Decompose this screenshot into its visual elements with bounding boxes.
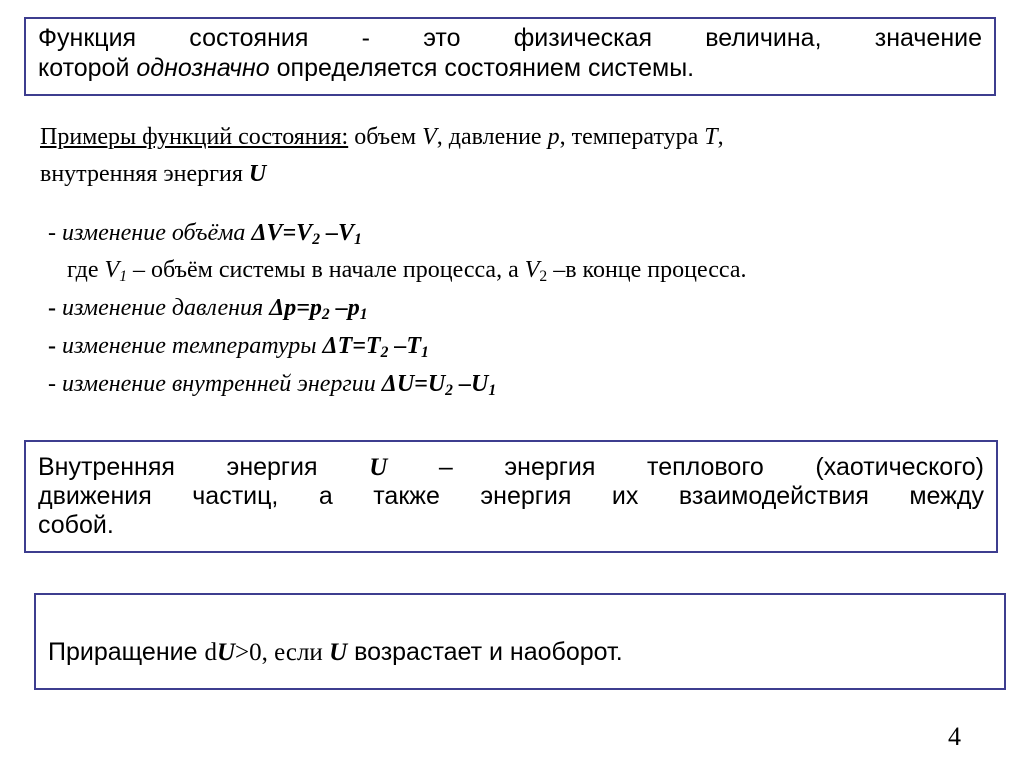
increment-text: Приращение dU>0, если U возрастает и наоборот. — [48, 638, 623, 666]
internal-energy-box — [24, 440, 998, 553]
pressure-formula: $\Delta p=p_2$ $-p_1$ — [269, 295, 368, 323]
temperature-change-item: - изменение температуры $\Delta T=T_2$ $-T_1$ — [48, 333, 429, 361]
examples-label: Примеры функций состояния: — [40, 124, 349, 150]
examples-line-1: Примеры функций состояния: объем V, давление p, температура T, — [40, 124, 724, 150]
internal-energy-line-2: движения частиц, а также энергия их взаимодействия между — [38, 482, 984, 510]
temperature-formula: $\Delta T=T_2$ $-T_1$ — [322, 333, 429, 361]
examples-line-2: внутренняя энергия U — [40, 161, 267, 187]
emphasis-text: однозначно — [136, 54, 270, 82]
volume-formula: $\Delta V=V_2$ $-V_1$ — [251, 220, 362, 248]
definition-box — [24, 17, 996, 96]
internal-energy-line-1: Внутренняя энергия U – энергия теплового (хаотического) — [38, 453, 984, 481]
energy-formula: $\Delta U=U_2$ $-U_1$ — [381, 371, 497, 399]
pressure-change-item: - изменение давления $\Delta p=p_2$ $-p_1$ — [48, 295, 368, 323]
definition-line-1: Функция состояния - это физическая величина, значение — [38, 24, 982, 52]
volume-explanation: где $V_1$ – объём системы в начале процесса, а $V_2$ –в конце процесса. — [67, 257, 747, 285]
definition-line-2: которой однозначно определяется состоянием системы. — [38, 54, 695, 82]
increment-box — [34, 593, 1006, 690]
energy-change-item: - изменение внутренней энергии $\Delta U=U_2$ $-U_1$ — [48, 371, 497, 399]
volume-change-item: - изменение объёма $\Delta V=V_2$ $-V_1$ — [48, 220, 362, 248]
internal-energy-line-3: собой. — [38, 511, 114, 539]
page-number: 4 — [948, 722, 961, 751]
